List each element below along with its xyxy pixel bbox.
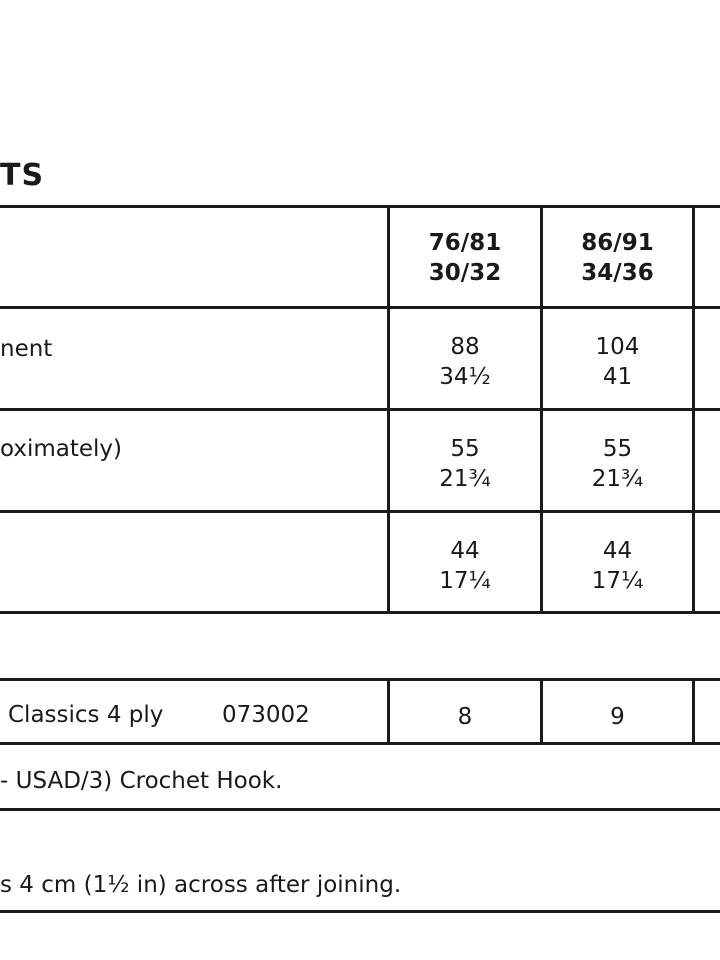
size-header-2-in: 34/36 xyxy=(581,260,654,286)
cell-in: 21¾ xyxy=(591,466,644,492)
table-cell xyxy=(543,536,692,596)
yarn-code: 073002 xyxy=(222,702,310,728)
yarn-table-bottom-border xyxy=(0,742,720,745)
row-divider xyxy=(0,510,720,513)
row-divider xyxy=(0,408,720,411)
joining-note: s 4 cm (1½ in) across after joining. xyxy=(0,872,402,898)
table-cell xyxy=(543,332,692,392)
cell-in: 41 xyxy=(602,364,633,390)
size-header-1-cm: 76/81 xyxy=(428,230,502,256)
row-label: nent xyxy=(0,336,53,362)
yarn-table-top-border xyxy=(0,678,720,681)
table-cell xyxy=(543,434,692,494)
cell-cm: 55 xyxy=(450,436,480,462)
row-divider xyxy=(0,306,720,309)
section-heading: TS xyxy=(0,158,45,193)
cell-in: 17¼ xyxy=(591,568,644,594)
table-cell xyxy=(390,434,540,494)
size-header-1 xyxy=(390,228,540,288)
note-divider xyxy=(0,910,720,913)
yarn-quantity: 9 xyxy=(610,704,625,730)
table-top-border xyxy=(0,205,720,208)
cell-in: 17¼ xyxy=(439,568,491,594)
size-header-2-cm: 86/91 xyxy=(581,230,654,256)
cell-in: 34½ xyxy=(439,364,491,390)
yarn-quantity: 8 xyxy=(457,704,473,730)
size-header-1-in: 30/32 xyxy=(428,260,502,286)
column-divider xyxy=(692,678,695,745)
note-divider xyxy=(0,808,720,811)
cell-cm: 88 xyxy=(450,334,480,360)
table-cell xyxy=(390,332,540,392)
cell-cm: 44 xyxy=(602,538,633,564)
size-header-2 xyxy=(543,228,692,288)
cell-cm: 44 xyxy=(450,538,480,564)
table-cell xyxy=(390,536,540,596)
column-divider xyxy=(692,205,695,614)
hook-note: - USAD/3) Crochet Hook. xyxy=(0,768,283,794)
row-label: oximately) xyxy=(0,436,123,462)
cell-cm: 55 xyxy=(602,436,633,462)
yarn-name: Classics 4 ply xyxy=(8,702,164,728)
cell-cm: 104 xyxy=(595,334,640,360)
cell-in: 21¾ xyxy=(439,466,491,492)
table-bottom-border xyxy=(0,611,720,614)
